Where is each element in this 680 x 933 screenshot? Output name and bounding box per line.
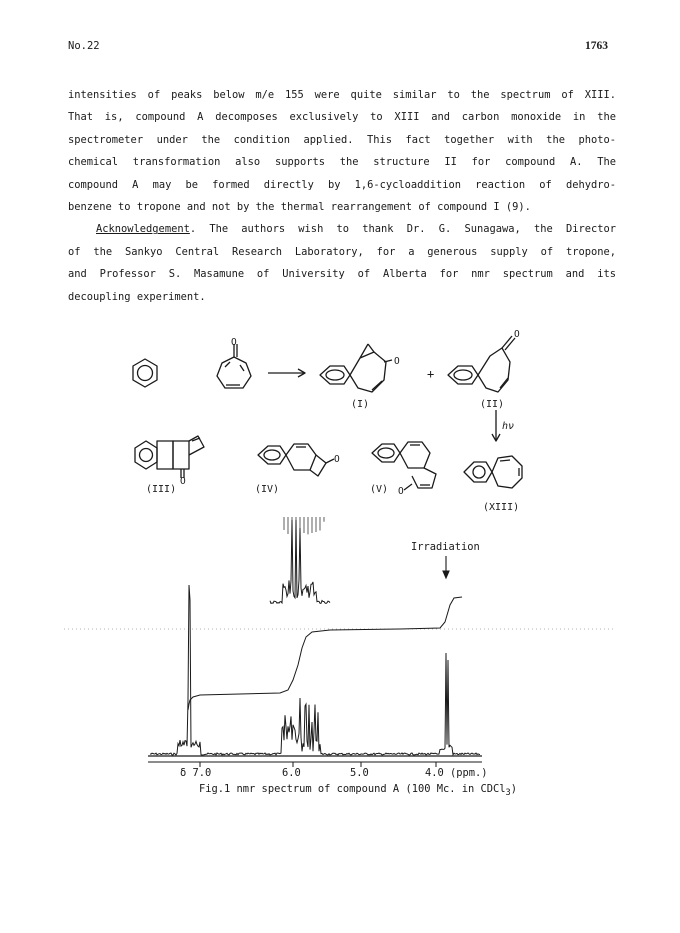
article-body	[68, 84, 616, 308]
label-compound-xiii: (XIII)	[483, 502, 520, 513]
spectrum-trace	[150, 585, 480, 755]
text-line: spectrometer under the condition applied. This fact together with the photo-	[68, 133, 616, 146]
compound-iv-oxygen: O	[334, 454, 340, 465]
caption-subscript: 3	[505, 788, 511, 799]
compound-v-oxygen: O	[398, 486, 404, 497]
text-line: of the Sankyo Central Research Laboratory, for a generous supply of tropone,	[68, 245, 616, 258]
compound-v-structure	[372, 442, 436, 490]
compound-i-oxygen: O	[394, 356, 400, 367]
caption-text: Fig.1 nmr spectrum of compound A (100 Mc. in CDCl	[199, 783, 506, 795]
text-line: That is, compound A decomposes exclusively to XIII and carbon monoxide in the	[68, 111, 616, 124]
irradiation-arrow	[443, 556, 449, 578]
label-compound-ii: (II)	[480, 399, 505, 410]
compound-iii-structure	[135, 436, 204, 478]
compound-ii-oxygen: O	[514, 329, 520, 340]
tick-6: 6.0	[282, 767, 301, 779]
reaction-arrow	[268, 369, 305, 377]
axis-tick-marks	[200, 762, 436, 767]
acknowledgement-heading: Acknowledgement	[96, 223, 190, 236]
integral-curve	[188, 597, 462, 710]
decoupled-insert	[270, 517, 330, 603]
text-line: and Professor S. Masamune of University of Alberta for nmr spectrum and its	[68, 268, 616, 281]
text-line: intensities of peaks below m/e 155 were quite similar to the spectrum of XIII.	[68, 89, 616, 101]
text-line: chemical transformation also supports the structure II for compound A. The	[68, 156, 616, 169]
tick-5: 5.0	[350, 767, 369, 779]
reaction-scheme	[0, 320, 680, 520]
label-compound-i: (I)	[351, 399, 370, 410]
journal-issue: No.22	[68, 40, 100, 52]
benzene-structure	[133, 359, 157, 387]
tick-4: 4.0 (ppm.)	[425, 767, 488, 779]
tick-7: δ 7.0	[180, 767, 212, 779]
paragraph-results	[68, 84, 616, 218]
tropone-oxygen: O	[231, 337, 237, 348]
photolysis-arrow	[492, 410, 500, 441]
label-compound-v: (V)	[370, 484, 389, 495]
text-line	[68, 218, 616, 240]
text-line: compound A may be formed directly by 1,6-cycloaddition reaction of dehydro-	[68, 178, 616, 191]
text-line: decoupling experiment.	[68, 290, 206, 303]
label-compound-iv: (IV)	[255, 484, 280, 495]
tropone-structure	[217, 344, 251, 388]
nmr-spectrum	[0, 510, 680, 785]
text-line: benzene to tropone and not by the thermal rearrangement of compound I (9).	[68, 201, 531, 214]
irradiation-label: Irradiation	[411, 541, 480, 553]
compound-xiii-structure	[464, 456, 522, 488]
compound-iv-structure	[258, 444, 334, 476]
plus-sign: +	[427, 367, 435, 381]
compound-i-structure	[320, 344, 392, 392]
caption-end: )	[510, 783, 518, 795]
photolysis-label: hν	[502, 421, 515, 432]
acknowledgement-text: . The authors wish to thank Dr. G. Sunagawa, the Director	[189, 223, 616, 236]
label-compound-iii: (III)	[146, 484, 177, 495]
paragraph-acknowledgement	[68, 218, 616, 308]
compound-ii-structure	[448, 336, 515, 392]
compound-iii-oxygen: O	[180, 476, 186, 487]
figure-caption	[199, 783, 517, 798]
page-number: 1763	[585, 40, 608, 52]
